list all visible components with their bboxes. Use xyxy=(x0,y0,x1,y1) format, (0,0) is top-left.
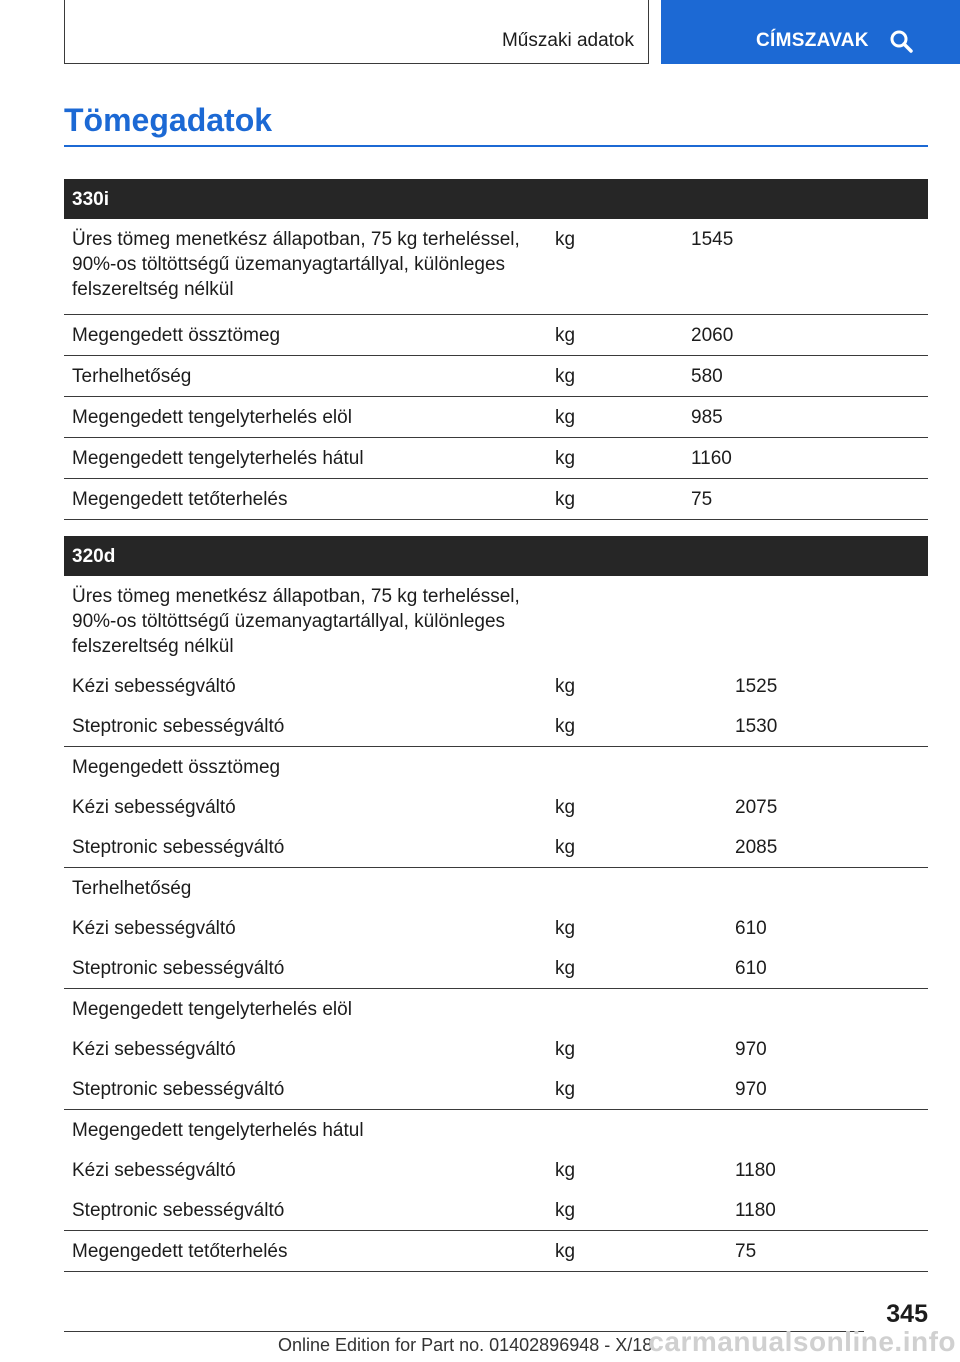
table-row xyxy=(64,948,928,989)
group-label-row xyxy=(64,747,928,788)
row-label: Megengedett tengelyterhelés hátul xyxy=(64,438,547,479)
page-title: Tömegadatok xyxy=(64,102,273,138)
group-label-row xyxy=(64,989,928,1030)
row-value: 970 xyxy=(735,1039,767,1060)
row-value: 580 xyxy=(683,356,928,397)
row-label: Kézi sebességváltó xyxy=(72,918,236,939)
table-row xyxy=(64,787,928,827)
row-unit: kg xyxy=(547,438,683,479)
group-label: Terhelhetőség xyxy=(72,878,192,899)
row-label: Kézi sebességváltó xyxy=(72,1160,236,1181)
row-unit: kg xyxy=(547,356,683,397)
table-heading: 320d xyxy=(64,536,928,576)
table-header-row xyxy=(64,179,928,219)
row-unit: kg xyxy=(555,1160,576,1181)
row-value: 1160 xyxy=(683,438,928,479)
row-unit: kg xyxy=(555,797,576,818)
row-value: 2060 xyxy=(683,315,928,356)
row-label: Üres tömeg menetkész állapotban, 75 kg terheléssel, 90%-os töltöttségű üzemanyagtartállyal, különleges felszereltség nélkül xyxy=(64,219,547,315)
row-unit: kg xyxy=(547,1069,727,1110)
section-header-box xyxy=(64,0,649,64)
table-row xyxy=(64,706,928,747)
row-value: 1180 xyxy=(727,1190,928,1231)
row-unit: kg xyxy=(547,827,727,868)
row-label: Terhelhetőség xyxy=(64,356,547,397)
group-label: Megengedett tengelyterhelés hátul xyxy=(72,1120,364,1141)
row-value: 610 xyxy=(727,948,928,989)
table-row xyxy=(64,219,928,315)
table-row xyxy=(64,908,928,948)
table-row xyxy=(64,666,928,706)
row-label: Megengedett tetőterhelés xyxy=(64,479,547,520)
row-value: 985 xyxy=(683,397,928,438)
row-label: Steptronic sebességváltó xyxy=(64,827,547,868)
row-label: Kézi sebességváltó xyxy=(72,1039,236,1060)
row-value: 2085 xyxy=(727,827,928,868)
row-unit: kg xyxy=(547,315,683,356)
table-330i xyxy=(64,179,928,520)
group-label: Megengedett össztömeg xyxy=(72,757,281,778)
section-label: Műszaki adatok xyxy=(501,30,634,51)
row-value: 75 xyxy=(683,479,928,520)
row-value: 610 xyxy=(735,918,767,939)
table-row xyxy=(64,1069,928,1110)
keywords-button[interactable] xyxy=(661,0,960,64)
row-label: Steptronic sebességváltó xyxy=(64,1190,547,1231)
row-value: 1525 xyxy=(735,676,778,697)
table-320d xyxy=(64,536,928,1272)
row-value: 1180 xyxy=(735,1160,776,1181)
table-row xyxy=(64,479,928,520)
row-label: Steptronic sebességváltó xyxy=(64,1069,547,1110)
row-label: Megengedett tengelyterhelés elöl xyxy=(64,397,547,438)
table-row xyxy=(64,356,928,397)
table-header-row xyxy=(64,536,928,576)
row-unit: kg xyxy=(555,676,576,697)
row-unit: kg xyxy=(555,1039,576,1060)
table-row xyxy=(64,315,928,356)
row-label: Kézi sebességváltó xyxy=(72,676,236,697)
watermark: carmanualsonline.info xyxy=(648,1326,956,1357)
row-unit: kg xyxy=(547,1231,727,1272)
table-row xyxy=(64,1231,928,1272)
table-row xyxy=(64,1029,928,1069)
group-label-row xyxy=(64,576,928,666)
row-value: 1545 xyxy=(683,219,928,315)
row-label: Steptronic sebességváltó xyxy=(64,706,547,747)
row-value: 75 xyxy=(727,1231,928,1272)
group-label: Megengedett tengelyterhelés elöl xyxy=(72,999,352,1020)
row-unit: kg xyxy=(547,948,727,989)
search-icon[interactable] xyxy=(889,29,913,53)
table-row xyxy=(64,397,928,438)
edition-text: Online Edition for Part no. 01402896948 - X/18 xyxy=(278,1335,653,1355)
row-unit: kg xyxy=(547,1190,727,1231)
row-label: Steptronic sebességváltó xyxy=(64,948,547,989)
group-label-row xyxy=(64,1110,928,1151)
table-row xyxy=(64,1150,928,1190)
row-value: 2075 xyxy=(735,797,778,818)
row-label: Megengedett tetőterhelés xyxy=(64,1231,547,1272)
group-label: Üres tömeg menetkész állapotban, 75 kg terheléssel, 90%-os töltöttségű üzemanyagtartállyal, különleges felszereltség nélkül xyxy=(72,586,520,657)
page-number: 345 xyxy=(886,1300,928,1328)
row-unit: kg xyxy=(547,397,683,438)
row-unit: kg xyxy=(547,219,683,315)
row-value: 1530 xyxy=(727,706,928,747)
table-row xyxy=(64,1190,928,1231)
table-row xyxy=(64,827,928,868)
row-label: Kézi sebességváltó xyxy=(72,797,236,818)
keywords-button-label: CÍMSZAVAK xyxy=(756,30,869,51)
group-label-row xyxy=(64,868,928,909)
title-divider xyxy=(64,145,928,147)
row-unit: kg xyxy=(555,918,576,939)
table-row xyxy=(64,438,928,479)
row-value: 970 xyxy=(727,1069,928,1110)
row-unit: kg xyxy=(547,706,727,747)
row-unit: kg xyxy=(547,479,683,520)
row-label: Megengedett össztömeg xyxy=(64,315,547,356)
table-heading: 330i xyxy=(64,179,928,219)
